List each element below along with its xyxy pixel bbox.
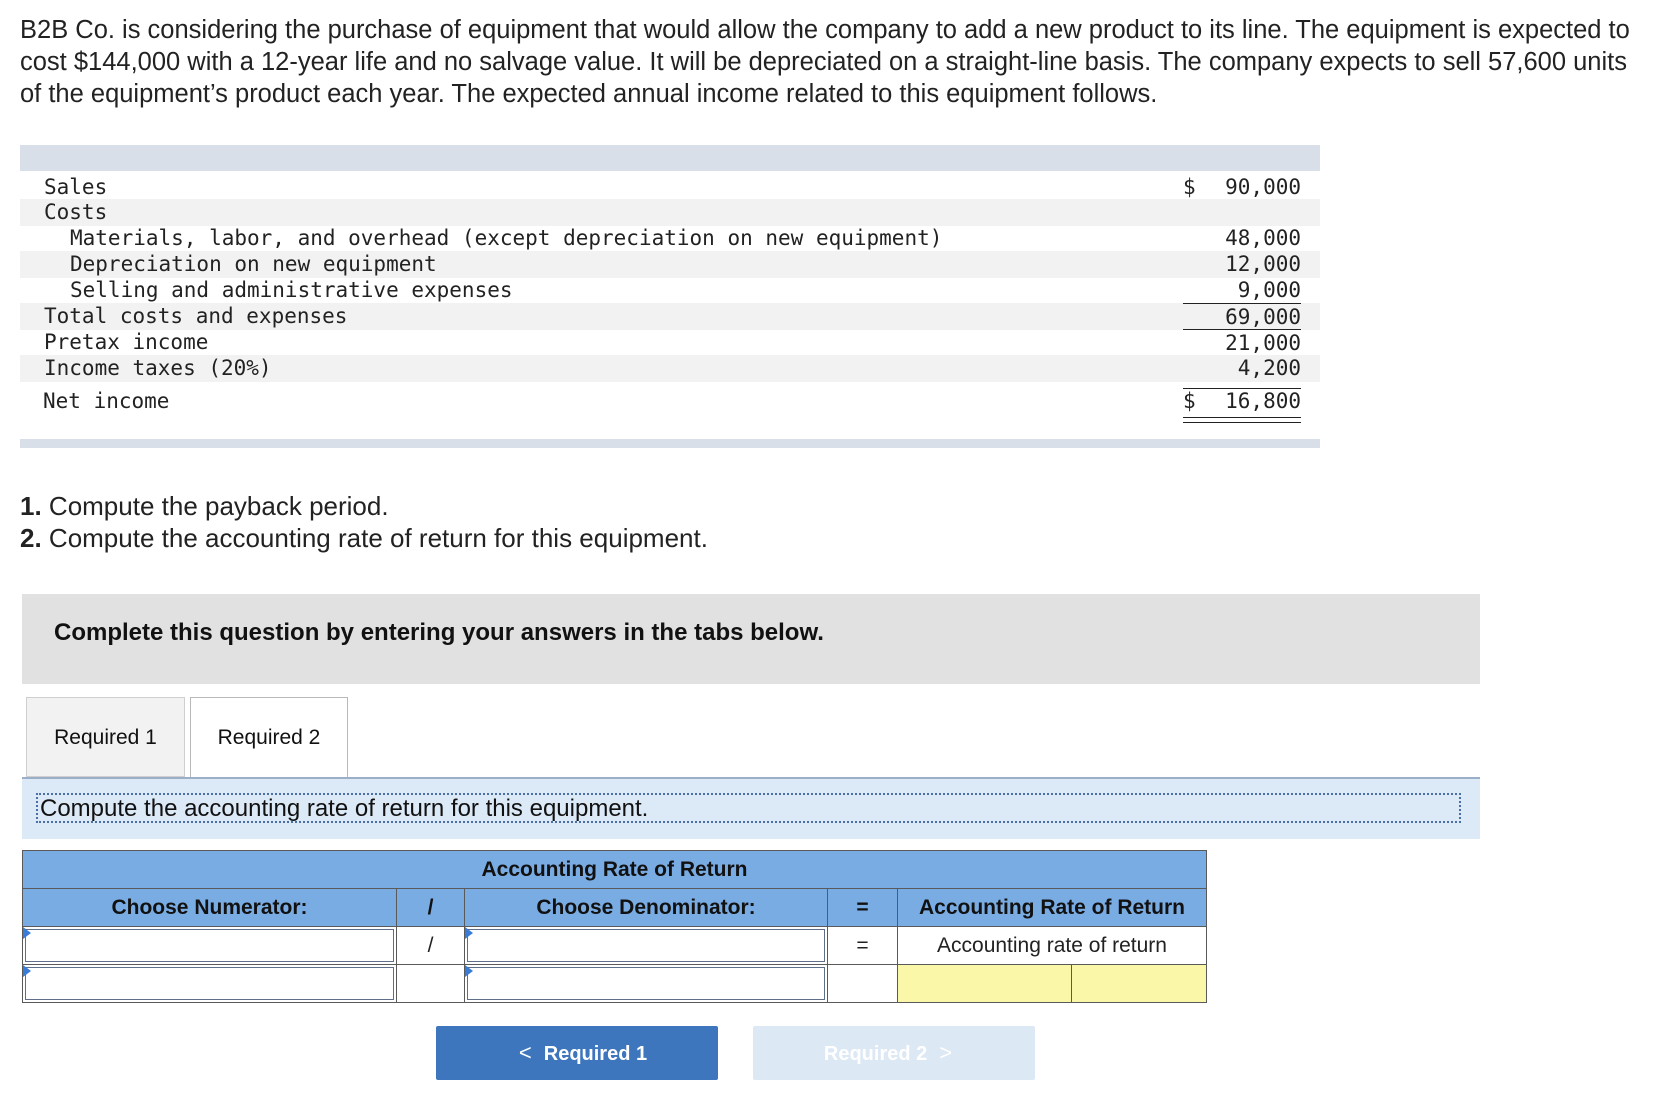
denominator-header: Choose Denominator: [465,889,828,927]
slash-symbol: / [397,927,465,965]
row-selling: Selling and administrative expenses 9,000 [70,278,1301,302]
row-net-income: Net income $ 16,800 [43,389,1301,413]
dropdown-flag-icon [465,927,473,939]
row-sales: Sales $ 90,000 [44,175,1301,199]
tab-required-2[interactable]: Required 2 [190,697,348,779]
row-pretax: Pretax income 21,000 [44,330,1301,355]
dropdown-flag-icon [23,927,31,939]
previous-required-button[interactable]: < Required 1 [436,1026,718,1080]
chevron-right-icon: > [939,1040,953,1065]
slash-header: / [397,889,465,927]
next-required-button[interactable]: Required 2 > [753,1026,1035,1080]
accounting-rate-table [22,850,1207,1003]
net-income-double-underline [1183,417,1301,423]
table-title: Accounting Rate of Return [23,851,1207,889]
problem-intro: B2B Co. is considering the purchase of equipment that would allow the company to add a new product to its line. The equipment is expected to cost $144,000 with a 12-year life and no salvage value. It will be depreciated on a straight-line basis. The company expects to sell 57,600 units of the equipment’s product each year. The expected annual income related to this equipment follows. [20,16,1630,108]
dropdown-flag-icon [465,965,473,977]
equals-blank [828,965,898,1003]
tab-required-1[interactable]: Required 1 [26,697,185,777]
numerator-header: Choose Numerator: [23,889,397,927]
row-taxes: Income taxes (20%) 4,200 [20,355,1320,382]
row-costs: Costs [20,199,1320,226]
instruction-banner: Complete this question by entering your answers in the tabs below. [22,594,1480,684]
statement-top-band [20,145,1320,171]
requirement-1: 1. Compute the payback period. [20,491,389,521]
income-statement [20,145,1320,448]
chevron-left-icon: < [518,1040,532,1065]
row-total-costs: Total costs and expenses 69,000 [20,303,1320,330]
row-materials: Materials, labor, and overhead (except depreciation on new equipment) 48,000 [70,226,1301,250]
requirements-list [20,490,708,554]
result-label: Accounting rate of return [898,927,1207,965]
result-percent-input[interactable] [1072,965,1207,1003]
equals-header: = [828,889,898,927]
denominator-select[interactable] [465,927,828,965]
numerator-input[interactable] [23,965,397,1003]
result-input[interactable] [898,965,1072,1003]
statement-bottom-band [20,439,1320,448]
dropdown-flag-icon [23,965,31,977]
row-depreciation: Depreciation on new equipment 12,000 [20,251,1320,278]
requirement-2: 2. Compute the accounting rate of return for this equipment. [20,523,708,553]
slash-blank [397,965,465,1003]
result-header: Accounting Rate of Return [898,889,1207,927]
equals-symbol: = [828,927,898,965]
tab-prompt: Compute the accounting rate of return for this equipment. [36,793,1461,823]
numerator-select[interactable] [23,927,397,965]
denominator-input[interactable] [465,965,828,1003]
